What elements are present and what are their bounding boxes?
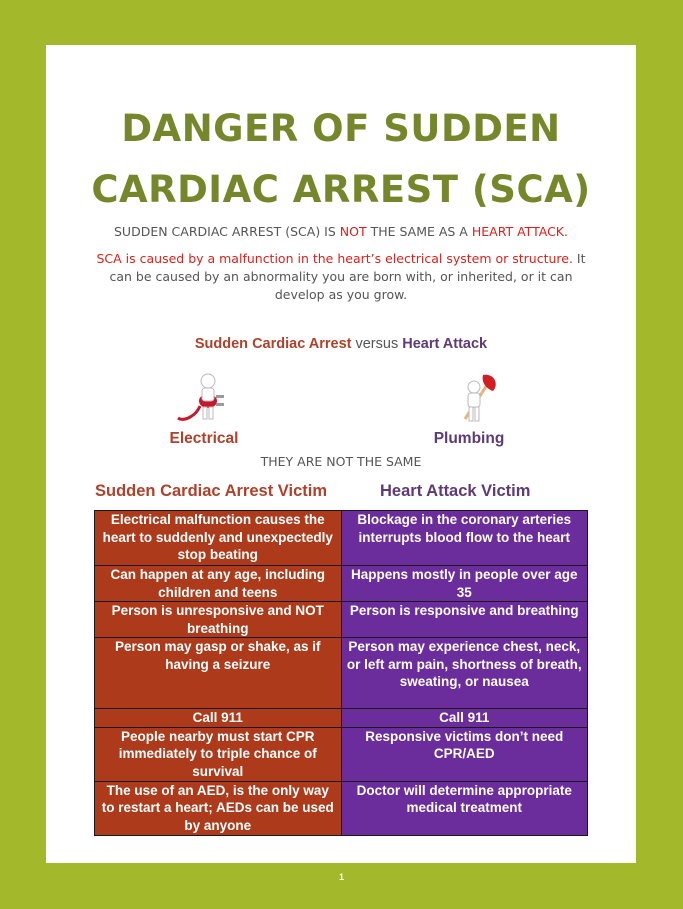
heart-attack-cell: Doctor will determine appropriate medical treatment: [341, 781, 588, 835]
versus-heading: [46, 336, 636, 352]
heart-attack-cell: Person may experience chest, neck, or left arm pain, shortness of breath, sweating, or nausea: [341, 638, 588, 709]
heart-attack-cell: Call 911: [341, 709, 588, 728]
page-title: [46, 98, 636, 220]
sca-cell: Electrical malfunction causes the heart to suddenly and unexpectedly stop beating: [95, 511, 342, 566]
intro-end: .: [564, 224, 568, 239]
sca-cell: The use of an AED, is the only way to restart a heart; AEDs can be used by anyone: [95, 781, 342, 835]
heart-attack-victim-heading: Heart Attack Victim: [380, 482, 531, 500]
sca-cell: Call 911: [95, 709, 342, 728]
table-row: [95, 727, 588, 781]
table-row: [95, 511, 588, 566]
versus-word: versus: [351, 336, 403, 352]
heart-attack-cell: Happens mostly in people over age 35: [341, 566, 588, 602]
document-page: [46, 45, 636, 863]
electrical-plug-figure-icon: [174, 372, 232, 424]
sca-victim-heading: Sudden Cardiac Arrest Victim: [95, 482, 327, 500]
table-row: [95, 566, 588, 602]
table-row: [95, 602, 588, 638]
plumbing-caption: Plumbing: [433, 430, 505, 447]
intro-text-2: THE SAME AS A: [366, 224, 472, 239]
plunger-figure-icon: [455, 373, 499, 427]
versus-ha: Heart Attack: [402, 336, 488, 352]
sca-cell: Can happen at any age, including children and teens: [95, 566, 342, 602]
sca-explanation-red: SCA is caused by a malfunction in the heart’s electrical system or structure.: [96, 251, 573, 266]
heart-attack-cell: Person is responsive and breathing: [341, 602, 588, 638]
page-number: 1: [338, 872, 344, 882]
sca-explanation-rest: It can be caused by an abnormality you are born with, or inherited, or it can develop as you grow.: [109, 251, 586, 302]
intro-statement: [46, 224, 636, 239]
sca-cell: Person is unresponsive and NOT breathing: [95, 602, 342, 638]
not-the-same-label: THEY ARE NOT THE SAME: [260, 454, 422, 469]
comparison-table: [94, 510, 588, 836]
intro-text-1: SUDDEN CARDIAC ARREST (SCA) IS: [114, 224, 340, 239]
versus-sca: Sudden Cardiac Arrest: [194, 336, 352, 352]
title-line-1: DANGER OF SUDDEN: [121, 107, 561, 150]
title-line-2: CARDIAC ARREST (SCA): [91, 168, 591, 211]
table-row: [95, 638, 588, 709]
intro-not: NOT: [339, 224, 367, 239]
sca-explanation: [90, 250, 592, 304]
heart-attack-cell: Blockage in the coronary arteries interrupts blood flow to the heart: [341, 511, 588, 566]
intro-heart-attack: HEART ATTACK: [471, 224, 564, 239]
sca-cell: People nearby must start CPR immediately to triple chance of survival: [95, 727, 342, 781]
sca-cell: Person may gasp or shake, as if having a seizure: [95, 638, 342, 709]
table-row: [95, 709, 588, 728]
table-row: [95, 781, 588, 835]
heart-attack-cell: Responsive victims don’t need CPR/AED: [341, 727, 588, 781]
electrical-caption: Electrical: [169, 430, 239, 447]
